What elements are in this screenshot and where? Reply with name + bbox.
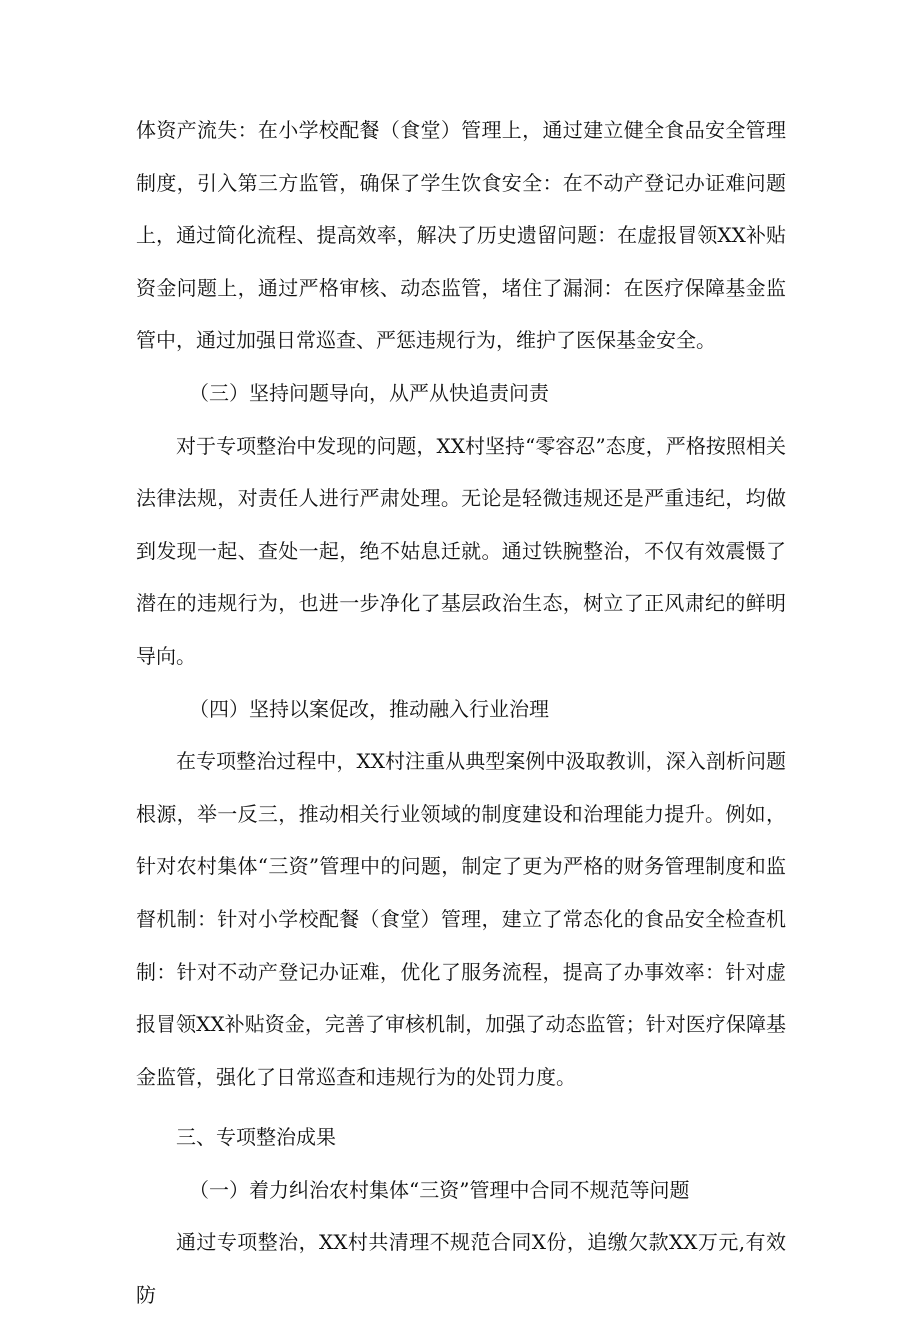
paragraph-zero-tolerance: 对于专项整治中发现的问题，XX村坚持“零容忍”态度，严格按照相关法律法规，对责任人进行严肃处理。无论是轻微违规还是严重违纪，均做到发现一起、查处一起，绝不姑息迁就。通过铁腕整治，不仅有效震慑了潜在的违规行为，也进一步净化了基层政治生态，树立了正风肃纪的鲜明导向。 xyxy=(136,433,786,668)
paragraph-contract-cleanup: 通过专项整治，XX村共清理不规范合同X份，追缴欠款XX万元,有效防 xyxy=(136,1230,786,1308)
paragraph-asset-loss-continued: 体资产流失：在小学校配餐（食堂）管理上，通过建立健全食品安全管理制度，引入第三方监管，确保了学生饮食安全：在不动产登记办证难问题上，通过简化流程、提高效率，解决了历史遗留问题：在虚报冒领XX补贴资金问题上，通过严格审核、动态监管，堵住了漏洞：在医疗保障基金监管中，通过加强日常巡查、严惩违规行为，维护了医保基金安全。 xyxy=(136,118,786,353)
section-heading-results: 三、专项整治成果 xyxy=(176,1125,336,1150)
subheading-four: （四）坚持以案促改，推动融入行业治理 xyxy=(189,696,549,721)
paragraph-case-reform: 在专项整治过程中，XX村注重从典型案例中汲取教训，深入剖析问题根源，举一反三，推动相关行业领域的制度建设和治理能力提升。例如，针对农村集体“三资”管理中的问题，制定了更为严格的财务管理制度和监督机制：针对小学校配餐（食堂）管理，建立了常态化的食品安全检查机制：针对不动产登记办证难，优化了服务流程，提高了办事效率：针对虚报冒领XX补贴资金，完善了审核机制，加强了动态监管；针对医疗保障基金监管，强化了日常巡查和违规行为的处罚力度。 xyxy=(136,749,786,1089)
subheading-one: （一）着力纠治农村集体“三资”管理中合同不规范等问题 xyxy=(189,1177,690,1202)
document-body xyxy=(136,104,786,1322)
subheading-three: （三）坚持问题导向，从严从快追责问责 xyxy=(189,380,549,405)
